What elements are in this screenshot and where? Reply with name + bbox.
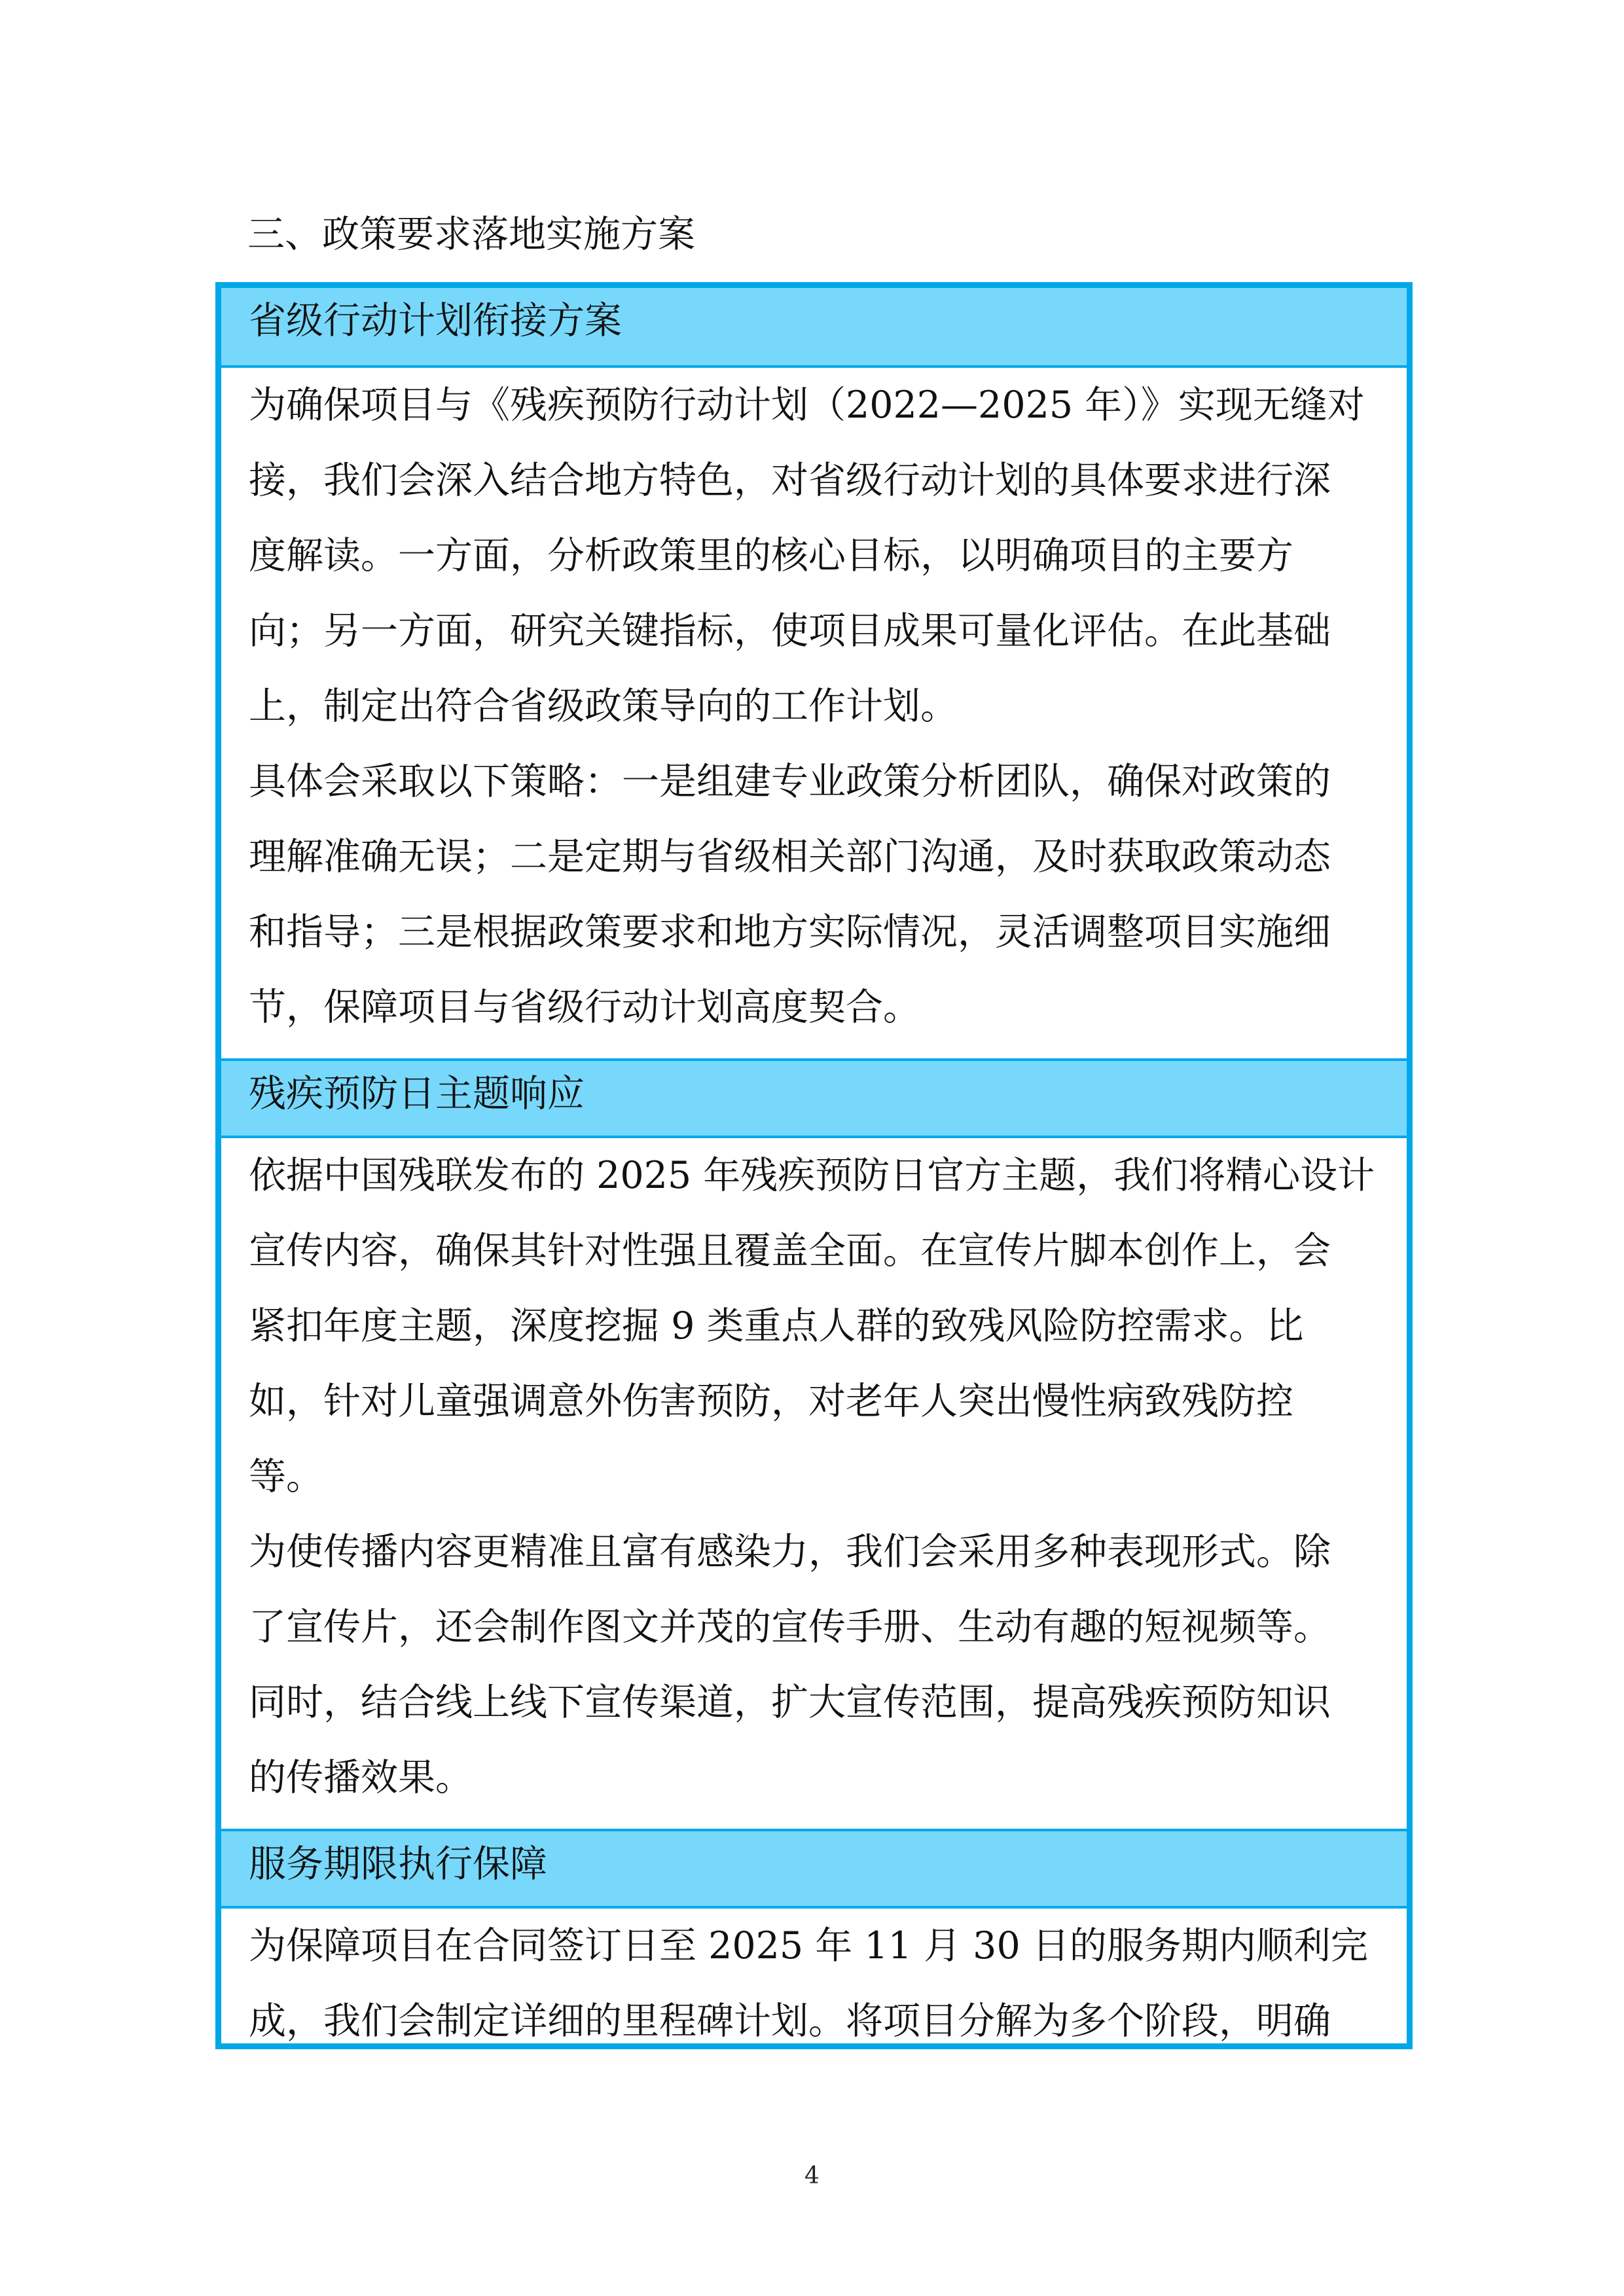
block-header-service-period: 服务期限执行保障 (221, 1829, 1407, 1909)
text-line: 向；另一方面，研究关键指标，使项目成果可量化评估。在此基础 (249, 609, 1331, 653)
block-header-provincial-plan: 省级行动计划衔接方案 (221, 288, 1407, 368)
block-header-prevention-day: 残疾预防日主题响应 (221, 1058, 1407, 1138)
section-title: 三、政策要求落地实施方案 (247, 213, 695, 256)
text-line: 度解读。一方面，分析政策里的核心目标，以明确项目的主要方 (249, 534, 1293, 577)
text-line: 接，我们会深入结合地方特色，对省级行动计划的具体要求进行深 (249, 459, 1331, 502)
text-line: 了宣传片，还会制作图文并茂的宣传手册、生动有趣的短视频等。 (249, 1605, 1331, 1649)
text-line: 上，制定出符合省级政策导向的工作计划。 (249, 685, 958, 728)
text-line: 理解准确无误；二是定期与省级相关部门沟通，及时获取政策动态 (249, 835, 1331, 878)
page-number: 4 (804, 2162, 820, 2189)
text-line: 为使传播内容更精准且富有感染力，我们会采用多种表现形式。除 (249, 1530, 1331, 1573)
text-line: 紧扣年度主题，深度挖掘 9 类重点人群的致残风险防控需求。比 (249, 1304, 1304, 1348)
block-body-prevention-day (221, 1138, 1407, 1829)
text-line: 依据中国残联发布的 2025 年残疾预防日官方主题，我们将精心设计 (249, 1154, 1375, 1197)
text-line: 和指导；三是根据政策要求和地方实际情况，灵活调整项目实施细 (249, 910, 1331, 954)
text-line: 同时，结合线上线下宣传渠道，扩大宣传范围，提高残疾预防知识 (249, 1681, 1331, 1724)
text-line: 为确保项目与《残疾预防行动计划（2022—2025 年）》实现无缝对 (249, 384, 1365, 427)
text-line: 成，我们会制定详细的里程碑计划。将项目分解为多个阶段，明确 (249, 2000, 1331, 2043)
block-body-service-period (221, 1909, 1407, 2049)
text-line: 的传播效果。 (249, 1756, 473, 1799)
text-line: 具体会采取以下策略：一是组建专业政策分析团队，确保对政策的 (249, 760, 1331, 803)
content-table (215, 282, 1413, 2049)
text-line: 节，保障项目与省级行动计划高度契合。 (249, 986, 920, 1029)
text-line: 如，针对儿童强调意外伤害预防，对老年人突出慢性病致残防控 (249, 1380, 1293, 1423)
text-line: 等。 (249, 1455, 323, 1498)
text-line: 宣传内容，确保其针对性强且覆盖全面。在宣传片脚本创作上，会 (249, 1229, 1331, 1272)
text-line: 为保障项目在合同签订日至 2025 年 11 月 30 日的服务期内顺利完 (249, 1924, 1368, 1967)
block-body-provincial-plan (221, 368, 1407, 1058)
